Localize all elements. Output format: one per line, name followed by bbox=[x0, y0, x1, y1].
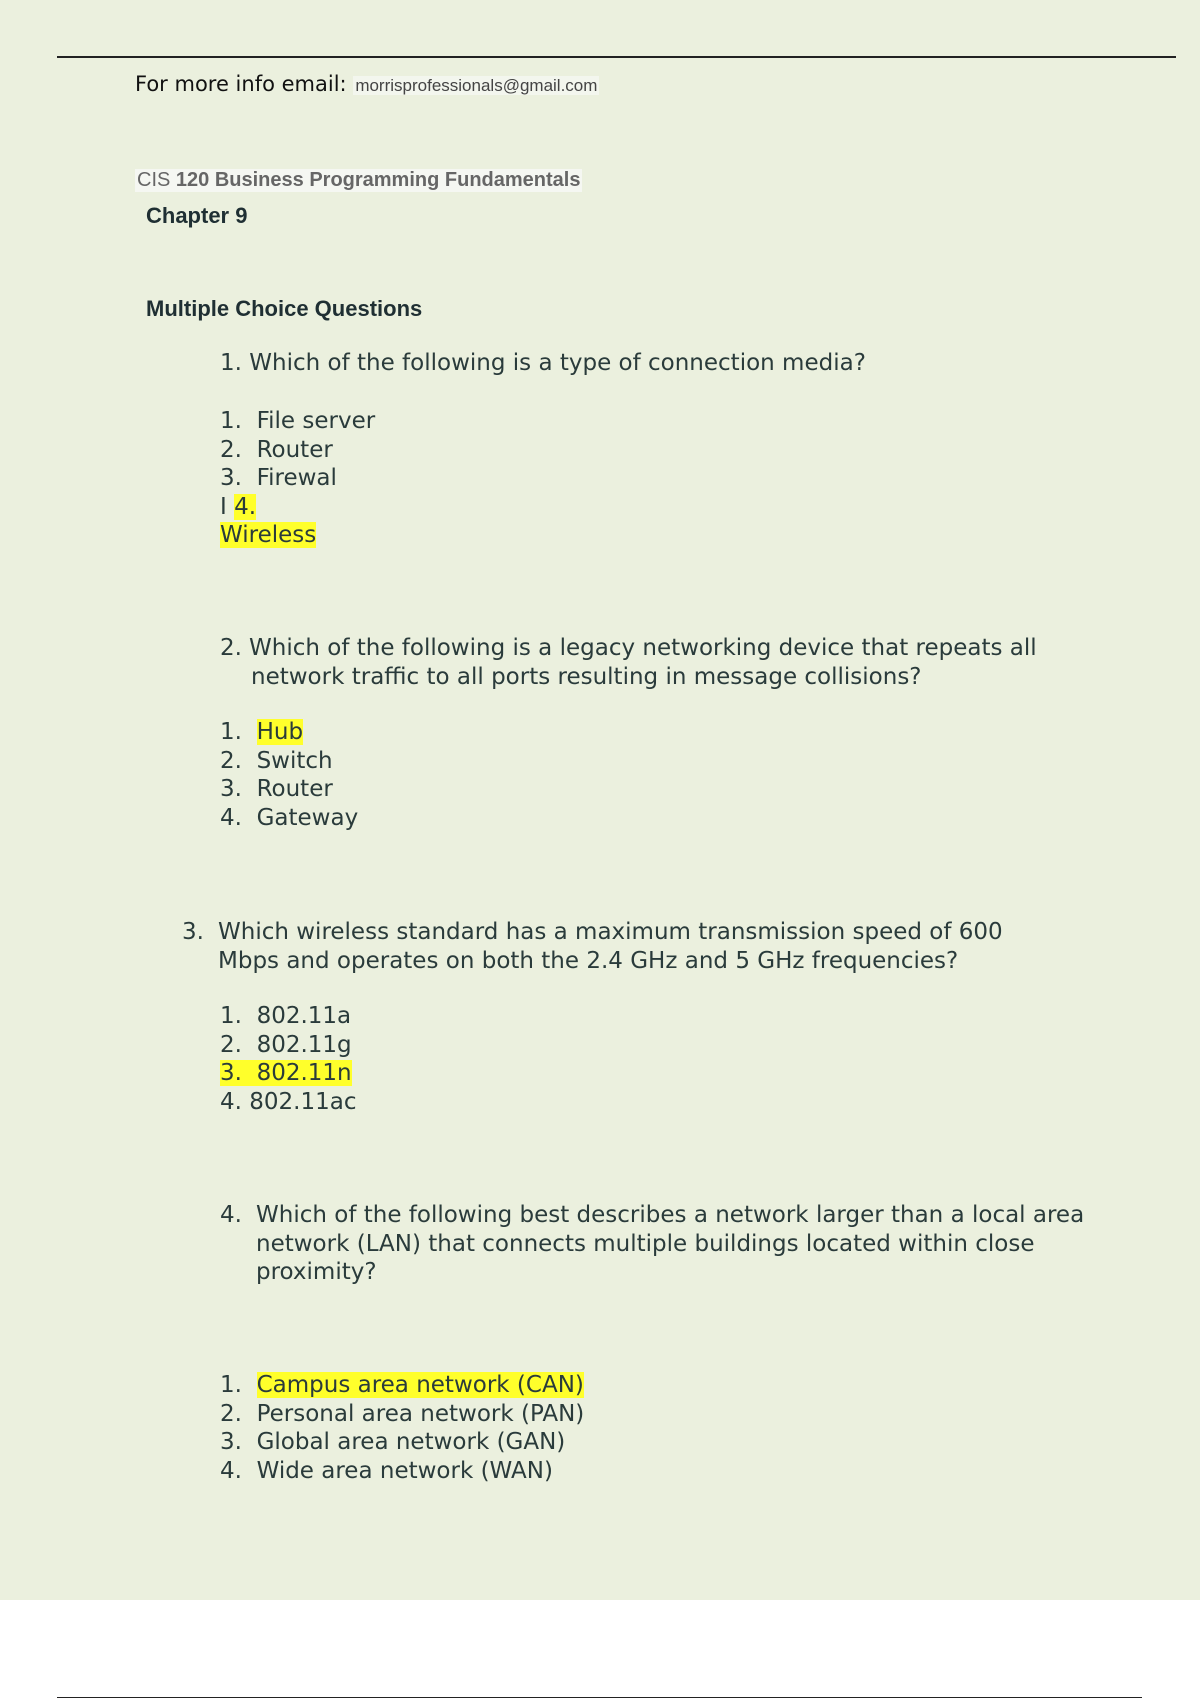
question-1-options bbox=[220, 407, 375, 550]
top-divider bbox=[57, 56, 1176, 58]
option-item: 4. Gateway bbox=[220, 804, 359, 831]
course-name: 120 Business Programming Fundamentals bbox=[175, 169, 581, 191]
question-text: Which of the following is a type of connection media? bbox=[249, 350, 866, 376]
option-item: I 4. bbox=[220, 493, 257, 520]
option-item: 3. Global area network (GAN) bbox=[220, 1429, 566, 1455]
option-item: 3. Firewal bbox=[220, 465, 337, 491]
chapter-heading: Chapter 9 bbox=[146, 203, 248, 228]
question-number: 3. bbox=[182, 919, 204, 945]
option-item: 1. File server bbox=[220, 408, 376, 434]
option-item: 4. Wide area network (WAN) bbox=[220, 1457, 553, 1484]
question-number: 1. bbox=[220, 350, 242, 376]
question-3-options bbox=[220, 1002, 356, 1116]
question-2-options bbox=[220, 718, 358, 832]
section-heading: Multiple Choice Questions bbox=[146, 296, 423, 321]
option-item-answer: 1. Hub bbox=[220, 719, 304, 745]
contact-line bbox=[135, 72, 599, 96]
question-1 bbox=[220, 349, 1120, 378]
email-address[interactable]: morrisprofessionals@gmail.com bbox=[355, 76, 598, 95]
option-item: 2. Switch bbox=[220, 747, 333, 774]
question-3 bbox=[182, 918, 1062, 975]
question-text: Which of the following best describes a network larger than a local area network (LAN) that connects multiple buildings located within close proximity? bbox=[256, 1202, 1085, 1285]
highlighted-answer: Wireless bbox=[220, 522, 317, 548]
option-item-answer bbox=[220, 521, 375, 550]
question-4 bbox=[220, 1201, 1100, 1287]
option-item: 1. 802.11a bbox=[220, 1003, 352, 1029]
question-text: Which of the following is a legacy networking device that repeats all network traffic to all ports resulting in message collisions? bbox=[249, 635, 1037, 690]
bottom-divider bbox=[57, 1697, 1142, 1698]
question-4-options bbox=[220, 1371, 584, 1485]
option-item: 4. 802.11ac bbox=[220, 1088, 357, 1115]
option-item: 2. Personal area network (PAN) bbox=[220, 1400, 585, 1427]
option-item: 2. Router bbox=[220, 436, 333, 463]
highlighted-number: 4. bbox=[234, 493, 257, 520]
highlighted-answer: Campus area network (CAN) bbox=[256, 1372, 584, 1398]
option-item: 3. Router bbox=[220, 776, 333, 802]
question-number: 4. bbox=[220, 1202, 242, 1228]
option-item-answer: 1. Campus area network (CAN) bbox=[220, 1372, 584, 1398]
question-text: Which wireless standard has a maximum transmission speed of 600 Mbps and operates on both the 2.4 GHz and 5 GHz frequencies? bbox=[218, 919, 1003, 974]
highlighted-answer: 3. 802.11n bbox=[220, 1060, 352, 1086]
question-number: 2. bbox=[220, 635, 242, 661]
option-item-answer bbox=[220, 1059, 356, 1088]
course-title bbox=[135, 169, 582, 192]
course-code: CIS bbox=[137, 169, 171, 191]
option-item: 2. 802.11g bbox=[220, 1031, 352, 1058]
question-2 bbox=[220, 634, 1100, 691]
email-label: For more info email: bbox=[135, 72, 347, 96]
highlighted-answer: Hub bbox=[256, 719, 304, 745]
